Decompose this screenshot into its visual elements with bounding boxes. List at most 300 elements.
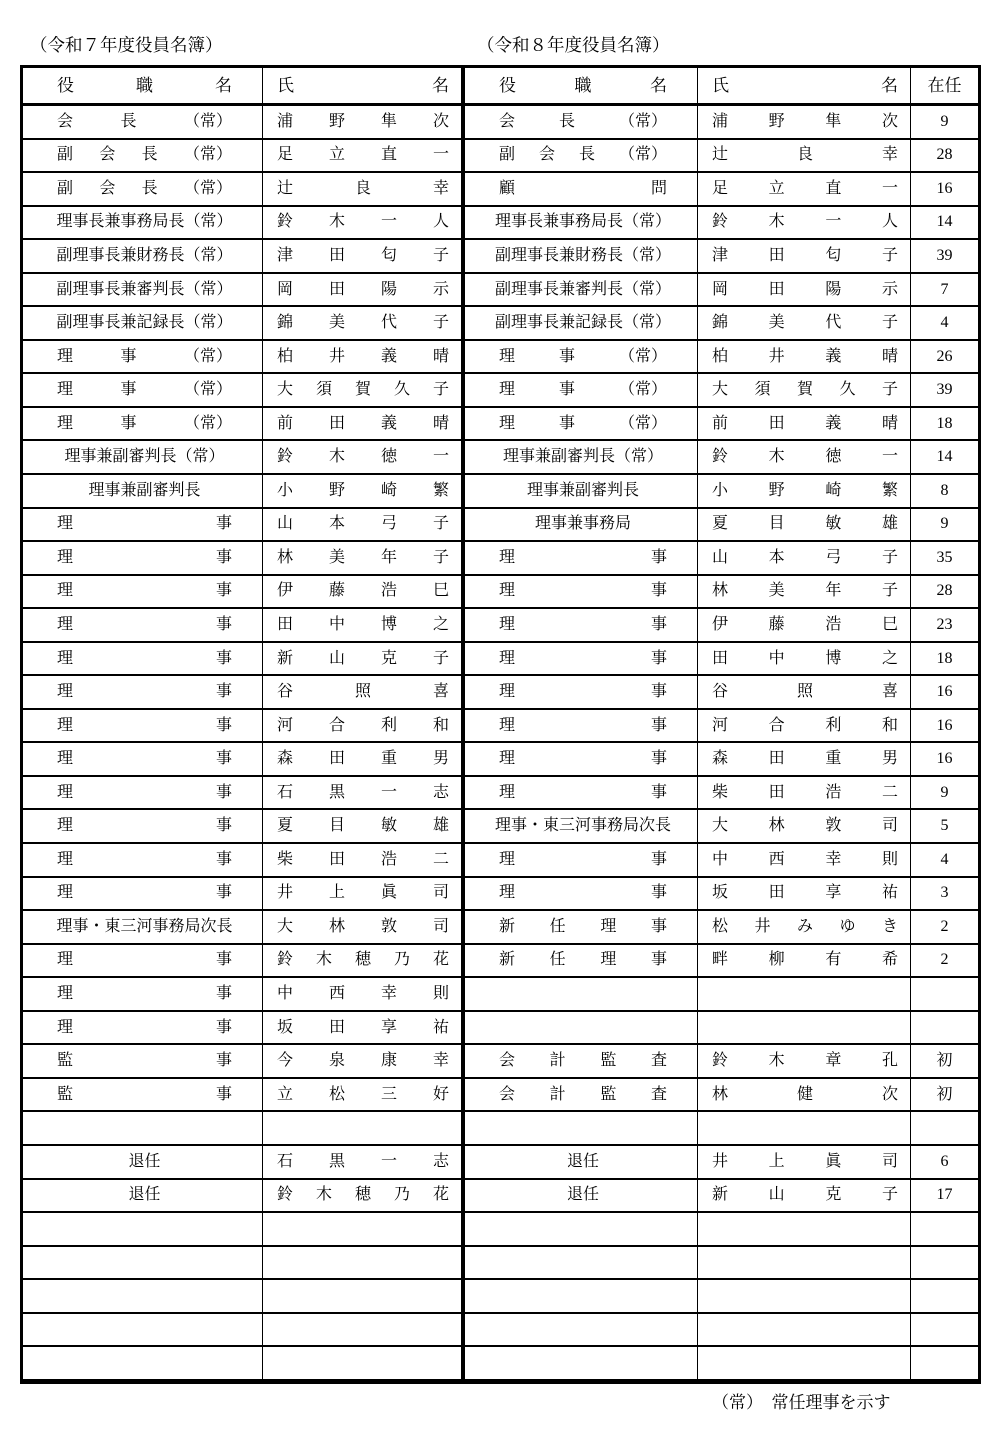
cell-right-name <box>698 542 911 576</box>
cell-tenure <box>911 140 978 174</box>
cell-text: 錦 <box>277 314 294 332</box>
cell-text: 司 <box>432 917 449 935</box>
cell-text: 繁 <box>432 481 449 499</box>
cell-text: 合 <box>328 716 345 734</box>
cell-text: 事 <box>558 381 575 399</box>
cell-right-name <box>698 274 911 308</box>
cell-text: 利 <box>380 716 397 734</box>
cell-text: 花 <box>432 951 449 969</box>
left-roster-title: （令和７年度役員名簿） <box>30 35 223 55</box>
cell-text: 7 <box>940 280 949 298</box>
cell-text: 副 <box>499 146 516 164</box>
cell-text: 大 <box>712 817 729 835</box>
cell-text: 4 <box>940 314 949 332</box>
cell-text: 浩 <box>380 582 397 600</box>
cell-text: 林 <box>277 548 294 566</box>
cell-text: 代 <box>825 314 842 332</box>
cell-right-position <box>465 509 698 543</box>
cell-text: 康 <box>380 1052 397 1070</box>
cell-tenure <box>911 1347 978 1381</box>
cell-right-position <box>465 408 698 442</box>
cell-text: 事 <box>650 716 667 734</box>
cell-text: 晴 <box>432 414 449 432</box>
cell-left-name <box>263 274 465 308</box>
cell-text: 泉 <box>328 1052 345 1070</box>
cell-left-name <box>263 810 465 844</box>
header-left-position <box>23 68 263 106</box>
cell-text: 井 <box>712 1152 729 1170</box>
cell-left-name <box>263 609 465 643</box>
cell-text: 大 <box>277 917 294 935</box>
cell-tenure <box>911 1012 978 1046</box>
cell-text: 徳 <box>825 448 842 466</box>
cell-tenure <box>911 945 978 979</box>
cell-text: 会 <box>538 146 555 164</box>
cell-text: 示 <box>881 280 898 298</box>
cell-text: 司 <box>432 884 449 902</box>
cell-left-position <box>23 844 263 878</box>
cell-text: 敦 <box>825 817 842 835</box>
cell-text: 柳 <box>768 951 785 969</box>
cell-text: 弓 <box>825 548 842 566</box>
cell-text: 事 <box>215 750 232 768</box>
cell-tenure <box>911 1280 978 1314</box>
cell-text: 石 <box>277 783 294 801</box>
cell-text: （常） <box>183 381 232 399</box>
cell-left-name <box>263 374 465 408</box>
cell-text: 39 <box>936 246 953 264</box>
cell-text: 次 <box>881 112 898 130</box>
cell-left-name <box>263 1314 465 1348</box>
cell-text: （常） <box>183 179 232 197</box>
cell-text: 代 <box>380 314 397 332</box>
cell-left-position <box>23 1314 263 1348</box>
cell-tenure <box>911 810 978 844</box>
cell-text: 次 <box>881 1085 898 1103</box>
cell-text: 坂 <box>712 884 729 902</box>
cell-text: 理 <box>57 615 74 633</box>
cell-text: 新 <box>499 951 516 969</box>
cell-text: 司 <box>881 817 898 835</box>
cell-left-name <box>263 710 465 744</box>
cell-left-position <box>23 475 263 509</box>
cell-right-name <box>698 341 911 375</box>
cell-tenure <box>911 274 978 308</box>
cell-text: 理 <box>57 716 74 734</box>
cell-text: 子 <box>432 246 449 264</box>
cell-text: 西 <box>328 984 345 1002</box>
cell-text: 隼 <box>380 112 397 130</box>
cell-text: 則 <box>432 984 449 1002</box>
cell-right-position <box>465 911 698 945</box>
cell-tenure <box>911 475 978 509</box>
cell-left-name <box>263 173 465 207</box>
cell-text: 希 <box>881 951 898 969</box>
cell-text: 前 <box>712 414 729 432</box>
cell-text: 事 <box>215 1085 232 1103</box>
cell-text: 井 <box>328 347 345 365</box>
cell-text: 理 <box>57 750 74 768</box>
cell-text: 田 <box>712 649 729 667</box>
cell-text: 久 <box>393 381 410 399</box>
cell-text: 理 <box>57 884 74 902</box>
cell-text: 理 <box>57 582 74 600</box>
cell-left-name <box>263 1012 465 1046</box>
cell-text: 博 <box>380 615 397 633</box>
cell-text: 崎 <box>380 481 397 499</box>
cell-text: 目 <box>328 817 345 835</box>
cell-tenure <box>911 307 978 341</box>
cell-text: 年 <box>380 548 397 566</box>
cell-tenure <box>911 676 978 710</box>
cell-text: 立 <box>768 179 785 197</box>
cell-text: 穂 <box>354 951 371 969</box>
cell-text: 乃 <box>393 1186 410 1204</box>
cell-text: 9 <box>940 112 949 130</box>
cell-left-name <box>263 1112 465 1146</box>
cell-text: 山 <box>768 1186 785 1204</box>
cell-right-name <box>698 1012 911 1046</box>
cell-right-position <box>465 1112 698 1146</box>
cell-text: 浩 <box>380 850 397 868</box>
cell-text: 雄 <box>432 817 449 835</box>
cell-text: 巳 <box>432 582 449 600</box>
cell-text: 16 <box>936 179 953 197</box>
cell-text: 田 <box>768 246 785 264</box>
right-roster-title: （令和８年度役員名簿） <box>477 35 670 55</box>
cell-text: 隼 <box>825 112 842 130</box>
cell-text: 司 <box>881 1152 898 1170</box>
cell-text: 夏 <box>712 515 729 533</box>
cell-text: 理 <box>57 649 74 667</box>
cell-right-position <box>465 140 698 174</box>
cell-text: 事 <box>215 615 232 633</box>
cell-text: 晴 <box>881 414 898 432</box>
cell-left-position <box>23 173 263 207</box>
cell-left-position <box>23 207 263 241</box>
cell-text: 鈴 <box>277 1186 294 1204</box>
cell-text: （常） <box>618 381 667 399</box>
cell-text: 鈴 <box>277 951 294 969</box>
cell-text: 西 <box>768 850 785 868</box>
cell-text: 河 <box>277 716 294 734</box>
cell-left-position <box>23 978 263 1012</box>
cell-right-name <box>698 509 911 543</box>
cell-text: 久 <box>839 381 856 399</box>
cell-left-position <box>23 810 263 844</box>
cell-right-name <box>698 140 911 174</box>
header-right-position <box>465 68 698 106</box>
cell-text: 義 <box>825 347 842 365</box>
cell-text: 事 <box>120 347 137 365</box>
cell-text: 理 <box>57 414 74 432</box>
cell-left-name <box>263 911 465 945</box>
cell-text: 享 <box>825 884 842 902</box>
cell-text: 良 <box>354 179 371 197</box>
cell-text: 崎 <box>825 481 842 499</box>
cell-text: 年 <box>825 582 842 600</box>
cell-text: 14 <box>936 213 953 231</box>
cell-right-position <box>465 844 698 878</box>
cell-text: 理 <box>499 615 516 633</box>
cell-text: 理 <box>57 347 74 365</box>
cell-left-position <box>23 609 263 643</box>
cell-text: 山 <box>328 649 345 667</box>
cell-text: 喜 <box>881 683 898 701</box>
cell-text: 美 <box>768 582 785 600</box>
header-left-name <box>263 68 465 106</box>
cell-tenure <box>911 509 978 543</box>
cell-right-name <box>698 844 911 878</box>
cell-text: 伊 <box>712 615 729 633</box>
cell-right-name <box>698 307 911 341</box>
cell-right-position <box>465 173 698 207</box>
cell-text: 三 <box>380 1085 397 1103</box>
cell-text: 晴 <box>881 347 898 365</box>
cell-text: 美 <box>328 548 345 566</box>
cell-left-position <box>23 1247 263 1281</box>
cell-text: 幸 <box>432 179 449 197</box>
cell-text: 役 <box>57 76 74 95</box>
cell-right-name <box>698 475 911 509</box>
cell-text: 事 <box>215 515 232 533</box>
cell-right-name <box>698 207 911 241</box>
cell-left-name <box>263 542 465 576</box>
cell-right-name <box>698 408 911 442</box>
cell-tenure <box>911 240 978 274</box>
cell-right-name <box>698 710 911 744</box>
cell-left-name <box>263 1213 465 1247</box>
cell-left-name <box>263 1079 465 1113</box>
cell-text: 子 <box>432 314 449 332</box>
cell-text: 計 <box>549 1052 566 1070</box>
cell-left-position <box>23 1079 263 1113</box>
cell-text: 副理事長兼財務長（常） <box>56 246 233 264</box>
cell-text: 一 <box>380 1152 397 1170</box>
cell-text: 事 <box>215 1018 232 1036</box>
cell-text: 3 <box>940 884 949 902</box>
cell-text: 野 <box>768 481 785 499</box>
cell-text: 理事・東三河事務局次長 <box>56 917 233 935</box>
cell-text: 理 <box>600 951 617 969</box>
cell-text: 津 <box>712 246 729 264</box>
cell-text: 夏 <box>277 817 294 835</box>
cell-text: 副理事長兼審判長（常） <box>495 280 672 298</box>
cell-text: 繁 <box>881 481 898 499</box>
cell-right-position <box>465 274 698 308</box>
cell-left-name <box>263 240 465 274</box>
cell-text: 田 <box>768 750 785 768</box>
cell-right-name <box>698 240 911 274</box>
cell-text: 黒 <box>328 783 345 801</box>
cell-text: 大 <box>712 381 729 399</box>
cell-right-name <box>698 1079 911 1113</box>
cell-text: 喜 <box>432 683 449 701</box>
cell-text: 理事兼事務局 <box>534 515 631 533</box>
cell-text: 理 <box>57 783 74 801</box>
cell-text: 徳 <box>380 448 397 466</box>
cell-right-position <box>465 1314 698 1348</box>
cell-left-name <box>263 878 465 912</box>
cell-text: み <box>796 917 813 935</box>
cell-text: 二 <box>881 783 898 801</box>
cell-text: 木 <box>328 448 345 466</box>
cell-text: 18 <box>936 414 953 432</box>
cell-tenure <box>911 542 978 576</box>
cell-right-name <box>698 945 911 979</box>
cell-text: 穂 <box>354 1186 371 1204</box>
cell-text: 子 <box>881 246 898 264</box>
cell-text: 田 <box>328 280 345 298</box>
cell-left-name <box>263 106 465 140</box>
cell-text: 浦 <box>277 112 294 130</box>
cell-right-name <box>698 1314 911 1348</box>
cell-right-position <box>465 743 698 777</box>
cell-text: 田 <box>768 783 785 801</box>
cell-text: 28 <box>936 146 953 164</box>
cell-right-position <box>465 1213 698 1247</box>
cell-text: 眞 <box>380 884 397 902</box>
cell-text: 津 <box>277 246 294 264</box>
cell-text: 直 <box>380 146 397 164</box>
cell-text: 匂 <box>380 246 397 264</box>
cell-text: 木 <box>768 448 785 466</box>
cell-text: 一 <box>432 146 449 164</box>
cell-text: ゆ <box>839 917 856 935</box>
cell-text: 和 <box>432 716 449 734</box>
cell-tenure <box>911 1045 978 1079</box>
cell-tenure <box>911 1146 978 1180</box>
cell-text: 会 <box>499 1085 516 1103</box>
cell-text: 藤 <box>768 615 785 633</box>
cell-text: 敏 <box>380 817 397 835</box>
cell-text: 野 <box>328 481 345 499</box>
cell-text: 17 <box>936 1186 953 1204</box>
cell-text: 事 <box>120 414 137 432</box>
cell-right-name <box>698 1347 911 1381</box>
cell-text: 黒 <box>328 1152 345 1170</box>
cell-right-position <box>465 978 698 1012</box>
cell-left-position <box>23 743 263 777</box>
cell-text: 和 <box>881 716 898 734</box>
cell-left-name <box>263 509 465 543</box>
cell-text: 小 <box>712 481 729 499</box>
cell-text: 鈴 <box>712 1052 729 1070</box>
cell-text: 会 <box>99 179 116 197</box>
cell-text: 査 <box>650 1052 667 1070</box>
cell-left-position <box>23 643 263 677</box>
cell-text: 副理事長兼記録長（常） <box>56 314 233 332</box>
cell-text: 理 <box>499 783 516 801</box>
cell-text: 事 <box>215 951 232 969</box>
cell-text: （常） <box>618 347 667 365</box>
cell-text: 名 <box>432 76 449 95</box>
cell-right-name <box>698 106 911 140</box>
cell-text: 享 <box>380 1018 397 1036</box>
cell-text: 藤 <box>328 582 345 600</box>
cell-text: 鈴 <box>277 448 294 466</box>
cell-right-position <box>465 1280 698 1314</box>
cell-tenure <box>911 609 978 643</box>
cell-text: 孔 <box>881 1052 898 1070</box>
cell-text: 重 <box>380 750 397 768</box>
cell-text: 良 <box>796 146 813 164</box>
cell-left-position <box>23 341 263 375</box>
cell-text: 林 <box>712 1085 729 1103</box>
footnote-legend: （常） 常任理事を示す <box>712 1393 891 1412</box>
cell-right-name <box>698 676 911 710</box>
cell-text: 柏 <box>712 347 729 365</box>
cell-text: 理事・東三河事務局次長 <box>495 817 672 835</box>
cell-text: 賀 <box>796 381 813 399</box>
cell-right-position <box>465 945 698 979</box>
cell-tenure <box>911 777 978 811</box>
cell-text: 本 <box>328 515 345 533</box>
cell-text: 弓 <box>380 515 397 533</box>
cell-text: 示 <box>432 280 449 298</box>
cell-tenure <box>911 106 978 140</box>
cell-text: 9 <box>940 515 949 533</box>
cell-left-position <box>23 1347 263 1381</box>
cell-text: 理 <box>57 381 74 399</box>
cell-tenure <box>911 173 978 207</box>
cell-tenure <box>911 1213 978 1247</box>
cell-text: 子 <box>881 582 898 600</box>
cell-tenure <box>911 441 978 475</box>
cell-text: 祐 <box>432 1018 449 1036</box>
cell-left-position <box>23 106 263 140</box>
cell-text: 任 <box>549 951 566 969</box>
cell-text: 事 <box>650 615 667 633</box>
cell-left-position <box>23 307 263 341</box>
cell-text: 田 <box>768 414 785 432</box>
cell-left-name <box>263 207 465 241</box>
cell-text: 一 <box>881 179 898 197</box>
cell-text: 子 <box>881 381 898 399</box>
cell-tenure <box>911 374 978 408</box>
cell-tenure <box>911 743 978 777</box>
cell-text: 職 <box>136 76 153 95</box>
cell-text: 巳 <box>881 615 898 633</box>
cell-text: 伊 <box>277 582 294 600</box>
cell-right-name <box>698 441 911 475</box>
cell-text: 理 <box>57 683 74 701</box>
cell-text: 長 <box>558 112 575 130</box>
cell-text: 森 <box>277 750 294 768</box>
cell-text: 上 <box>768 1152 785 1170</box>
cell-text: 敏 <box>825 515 842 533</box>
cell-text: 子 <box>432 381 449 399</box>
cell-text: 事 <box>650 750 667 768</box>
cell-text: 幸 <box>881 146 898 164</box>
cell-text: 副理事長兼財務長（常） <box>495 246 672 264</box>
cell-text: 田 <box>328 750 345 768</box>
cell-text: 退任 <box>128 1152 161 1170</box>
cell-right-name <box>698 173 911 207</box>
cell-text: 新 <box>277 649 294 667</box>
cell-text: 有 <box>825 951 842 969</box>
cell-right-position <box>465 475 698 509</box>
cell-left-name <box>263 844 465 878</box>
cell-text: 則 <box>881 850 898 868</box>
cell-left-position <box>23 542 263 576</box>
cell-left-name <box>263 978 465 1012</box>
cell-text: 田 <box>328 246 345 264</box>
cell-text: 退任 <box>128 1186 161 1204</box>
cell-text: 田 <box>328 414 345 432</box>
cell-left-position <box>23 441 263 475</box>
cell-tenure <box>911 1247 978 1281</box>
